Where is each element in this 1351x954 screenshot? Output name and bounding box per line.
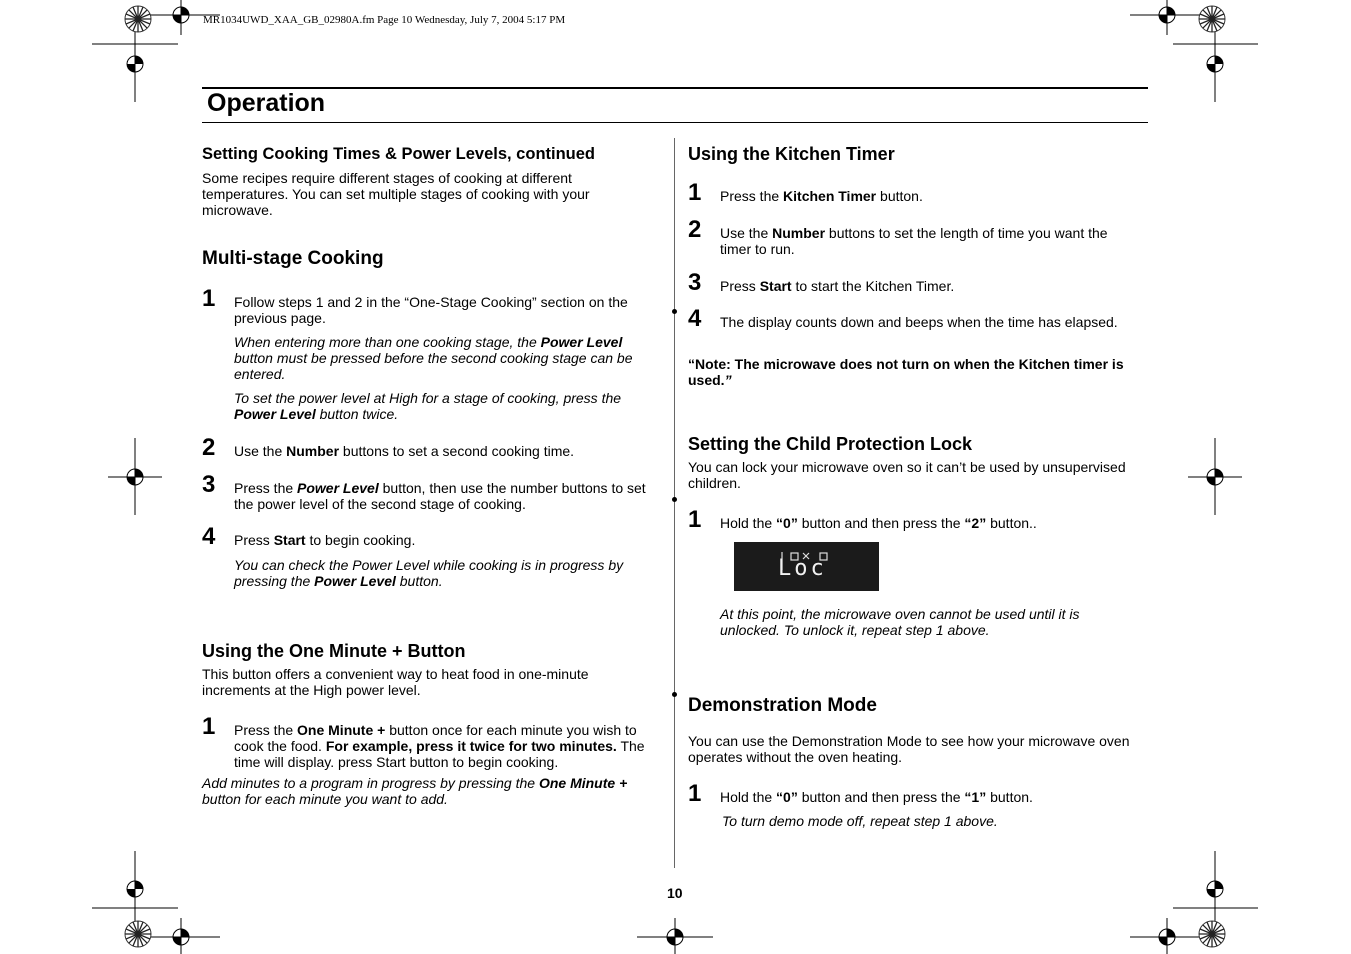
demo-heading: Demonstration Mode	[688, 695, 877, 716]
divider-bullet	[672, 309, 677, 314]
step-number: 3	[688, 269, 702, 296]
step-number: 4	[202, 523, 216, 550]
oneminute-body: This button offers a convenient way to heat food in one-minute increments at the High power level.	[202, 666, 589, 698]
step-text: Press the One Minute + button once for each minute you wish to cook the food. For example, press it twice for two minutes. The time will display. press Start button to begin cooking.	[234, 722, 645, 770]
demo-body: You can use the Demonstration Mode to see how your microwave oven operates without the oven heating.	[688, 733, 1130, 765]
timer-heading: Using the Kitchen Timer	[688, 144, 895, 164]
step-text: Use the Number buttons to set a second cooking time.	[234, 443, 575, 459]
step-number: 2	[202, 434, 216, 461]
childlock-note: At this point, the microwave oven cannot be used until it is unlocked. To unlock it, repeat step 1 above.	[720, 606, 1080, 638]
step-number: 1	[688, 179, 702, 206]
step-number: 1	[202, 285, 216, 312]
step-number: 1	[688, 780, 702, 807]
column-divider	[674, 138, 675, 868]
step-text: Use the Number buttons to set the length of time you want the timer to run.	[720, 225, 1108, 257]
childlock-body: You can lock your microwave oven so it can’t be used by unsupervised children.	[688, 459, 1126, 491]
lcd-readout: Loc	[778, 556, 827, 581]
step-text: Press Start to begin cooking.	[234, 532, 416, 548]
step-number: 2	[688, 216, 702, 243]
step-text: Hold the “0” button and then press the “1” button.	[720, 789, 1033, 805]
step-number: 4	[688, 305, 702, 332]
page-title: Operation	[207, 89, 326, 117]
timer-note: “Note: The microwave does not turn on when the Kitchen timer is used.”	[688, 356, 1124, 388]
step-text: Press Start to start the Kitchen Timer.	[720, 278, 955, 294]
title-bottom-rule	[202, 122, 1148, 123]
multistage-note: When entering more than one cooking stage, the Power Level button must be pressed before the second cooking stage can be entered.	[234, 334, 633, 382]
step-text: Follow steps 1 and 2 in the “One-Stage Cooking” section on the previous page.	[234, 294, 628, 326]
divider-bullet	[672, 497, 677, 502]
step-text: The display counts down and beeps when the time has elapsed.	[720, 314, 1118, 330]
oneminute-heading: Using the One Minute + Button	[202, 641, 466, 661]
step-text: Press the Power Level button, then use the number buttons to set the power level of the second stage of cooking.	[234, 480, 646, 512]
multistage-heading: Multi-stage Cooking	[202, 248, 384, 269]
title-top-rule	[202, 87, 1148, 89]
step-number: 3	[202, 471, 216, 498]
demo-note: To turn demo mode off, repeat step 1 above.	[722, 813, 998, 829]
lcd-display	[734, 542, 879, 591]
multistage-note: You can check the Power Level while cooking is in progress by pressing the Power Level button.	[234, 557, 624, 589]
step-number: 1	[202, 713, 216, 740]
page-number: 10	[667, 885, 683, 901]
step-text: Hold the “0” button and then press the “2” button..	[720, 515, 1037, 531]
continued-body: Some recipes require different stages of cooking at different temperatures. You can set multiple stages of cooking with your microwave.	[202, 170, 590, 218]
step-text: Press the Kitchen Timer button.	[720, 188, 923, 204]
oneminute-note: Add minutes to a program in progress by pressing the One Minute + button for each minute you want to add.	[202, 775, 628, 807]
continued-heading: Setting Cooking Times & Power Levels, continued	[202, 145, 596, 163]
file-header: MR1034UWD_XAA_GB_02980A.fm Page 10 Wednesday, July 7, 2004 5:17 PM	[203, 14, 566, 26]
divider-bullet	[672, 692, 677, 697]
step-number: 1	[688, 506, 702, 533]
multistage-note: To set the power level at High for a stage of cooking, press the Power Level button twice.	[234, 390, 622, 422]
childlock-heading: Setting the Child Protection Lock	[688, 434, 973, 454]
